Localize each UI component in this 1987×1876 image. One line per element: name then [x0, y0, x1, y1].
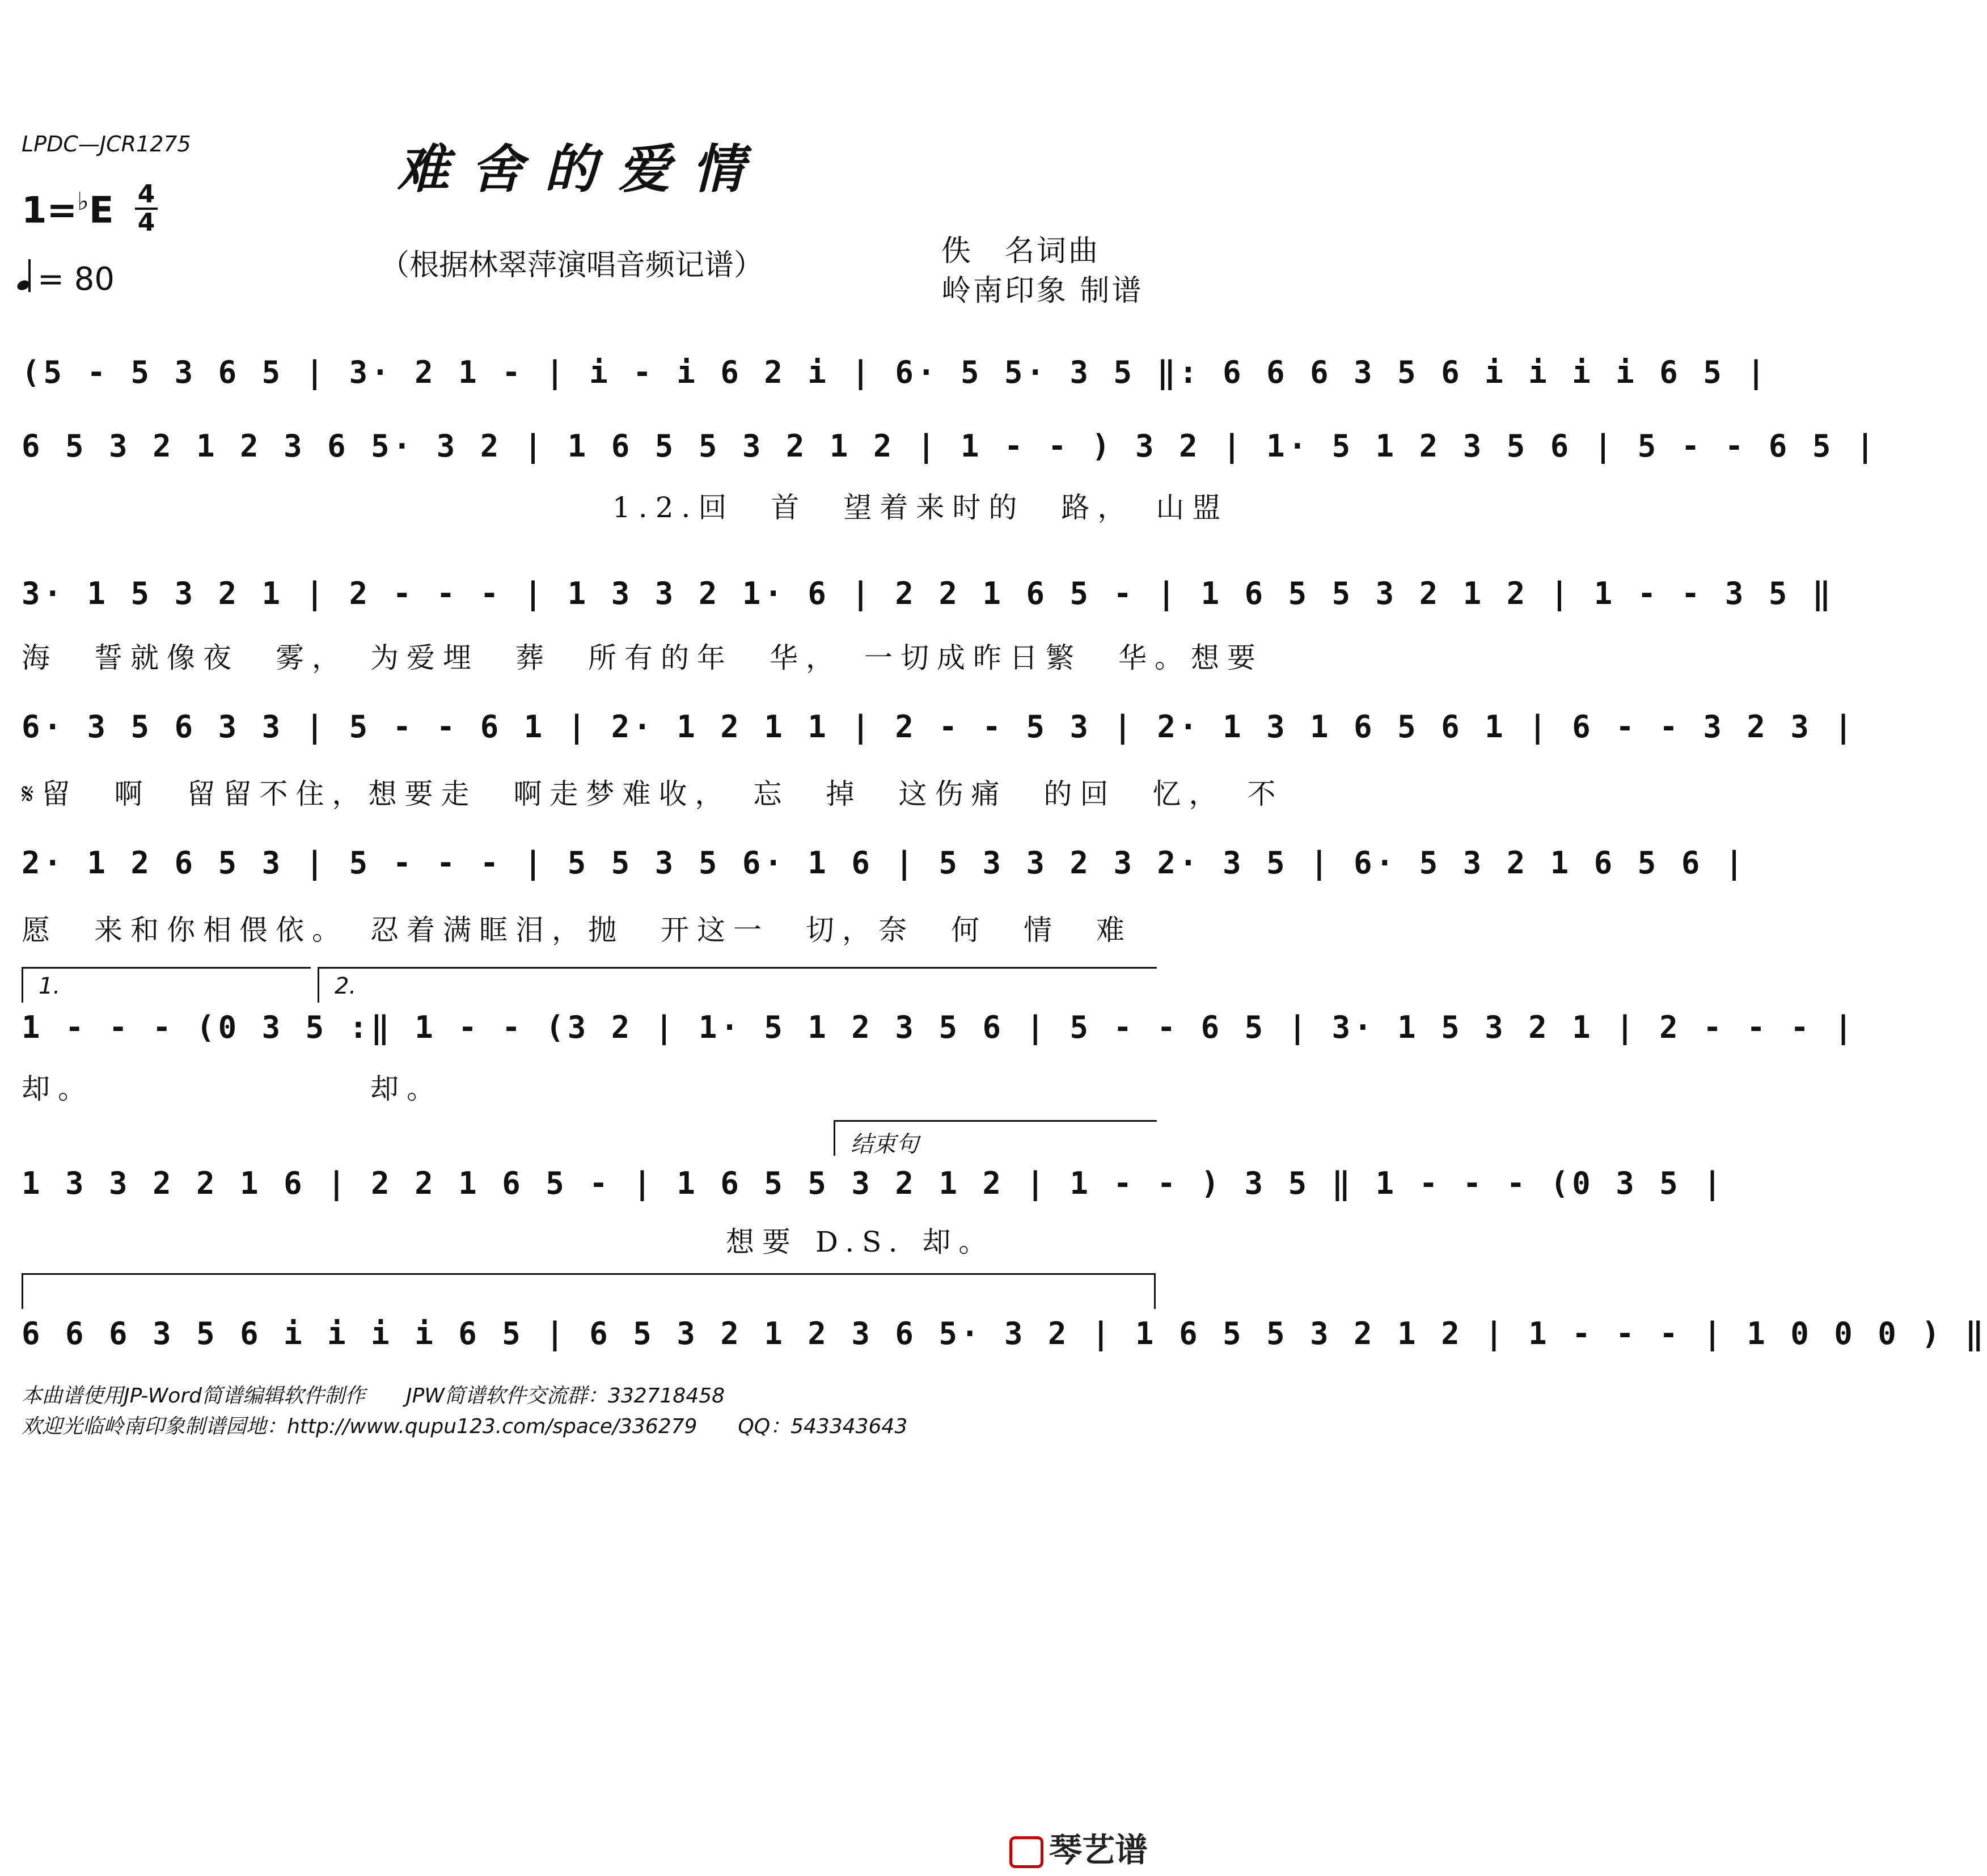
tempo-value: = 80: [37, 261, 115, 298]
key-signature: [22, 187, 114, 231]
system-5-lyrics: 愿 来和你相偎依。 忍着满眶泪，抛 开这一 切，奈 何 情 难: [22, 914, 1132, 947]
transcriber-credit: 岭南印象 制谱: [941, 274, 1144, 308]
composer-credit: 佚 名词曲: [941, 234, 1101, 268]
footer-line-1: 本曲谱使用JP-Word简谱编辑软件制作 JPW简谱软件交流群：332718458: [22, 1384, 725, 1408]
key-letter: E: [88, 189, 114, 232]
ending-phrase-box: [834, 1120, 1157, 1157]
brand-icon: [1009, 1836, 1043, 1868]
subtitle: （根据林翠萍演唱音频记谱）: [380, 248, 764, 282]
volta-second-ending: [318, 967, 1157, 999]
score-code: LPDC—JCR1275: [22, 132, 191, 157]
flat-symbol: ♭: [77, 187, 89, 216]
time-signature: [135, 180, 158, 237]
system-8-notes: 6 6 6 3 5 6 i i i i 6 5 | 6 5 3 2 1 2 3 6 5· 3 2 | 1 6 5 5 3 2 1 2 | 1 - - - | 1 0 0 0 ) ‖: [22, 1316, 1987, 1351]
song-title: 难舍的爱情: [397, 138, 766, 200]
system-6-lyrics: 却。 却。: [22, 1072, 443, 1105]
tempo-marking: [17, 261, 115, 298]
volta-first-ending: [22, 967, 311, 999]
time-top: 4: [137, 180, 155, 209]
ending-phrase-label: 结束句: [851, 1131, 919, 1157]
key-prefix: 1=: [22, 189, 78, 232]
system-2-notes: 6 5 3 2 1 2 3 6 5· 3 2 | 1 6 5 5 3 2 1 2 | 1 - - ) 3 2 | 1· 5 1 2 3 5 6 | 5 - - 6 5 |: [22, 428, 1878, 464]
system-7-notes: 1 3 3 2 2 1 6 | 2 2 1 6 5 - | 1 6 5 5 3 2 1 2 | 1 - - ) 3 5 ‖ 1 - - - (0 3 5 |: [22, 1165, 1725, 1201]
volta-first-label: 1.: [39, 973, 61, 999]
coda-frame: [22, 1273, 1156, 1275]
system-5-notes: 2· 1 2 6 5 3 | 5 - - - | 5 5 3 5 6· 1 6 | 5 3 3 2 3 2· 3 5 | 6· 5 3 2 1 6 5 6 |: [22, 845, 1747, 881]
footer-line-2: 欢迎光临岭南印象制谱园地：http://www.qupu123.com/space/336279 QQ：543343643: [22, 1415, 908, 1438]
brand-name: 琴艺谱: [1049, 1831, 1148, 1869]
system-3-notes: 3· 1 5 3 2 1 | 2 - - - | 1 3 3 2 1· 6 | 2 2 1 6 5 - | 1 6 5 5 3 2 1 2 | 1 - - 3 5 ‖: [22, 576, 1834, 611]
system-4-lyrics: 𝄋留 啊 留留不住，想要走 啊走梦难收， 忘 掉 这伤痛 的回 忆， 不: [22, 778, 1284, 810]
quarter-note-stem: [28, 259, 31, 292]
system-2-lyrics: 1.2.回 首 望着来时的 路， 山盟: [612, 491, 1229, 524]
system-6-notes: 1 - - - (0 3 5 :‖ 1 - - (3 2 | 1· 5 1 2 3 5 6 | 5 - - 6 5 | 3· 1 5 3 2 1 | 2 - - - |: [22, 1009, 1856, 1045]
brand-logo: [1009, 1823, 1148, 1871]
system-1-notes: (5 - 5 3 6 5 | 3· 2 1 - | i - i 6 2 i | 6· 5 5· 3 5 ‖: 6 6 6 3 5 6 i i i i 6 5 |: [22, 354, 1769, 390]
time-bottom: 4: [137, 208, 155, 237]
system-4-notes: 6· 3 5 6 3 3 | 5 - - 6 1 | 2· 1 2 1 1 | 2 - - 5 3 | 2· 1 3 1 6 5 6 1 | 6 - - 3 2 3 |: [22, 709, 1856, 745]
system-7-lyrics: 想要 D.S. 却。: [726, 1226, 995, 1258]
volta-second-label: 2.: [335, 973, 357, 999]
system-3-lyrics: 海 誓就像夜 雾， 为爱埋 葬 所有的年 华， 一切成昨日繁 华。想要: [22, 641, 1263, 674]
